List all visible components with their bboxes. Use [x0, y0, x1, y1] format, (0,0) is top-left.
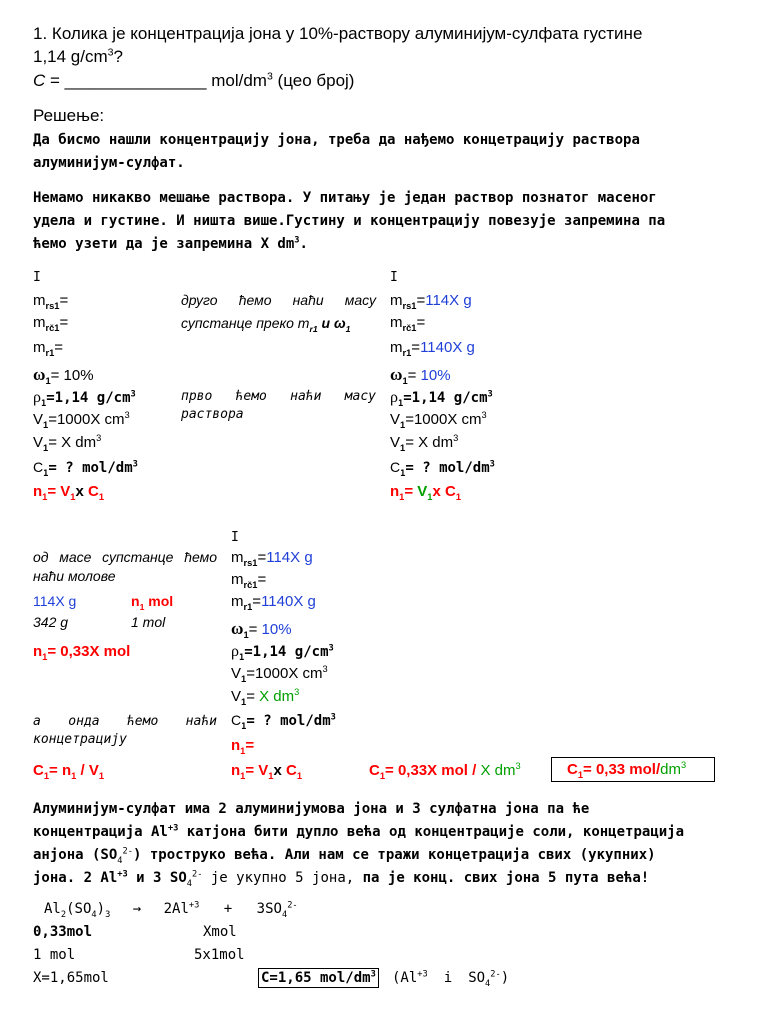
react-row1-b: Xmol — [203, 924, 237, 940]
p3-m-rs1: $m_{rs1}=114X$ g — [231, 549, 313, 568]
note-mass-substance-2: супстанце преко $m_{r1}$ и $\omega_1$ — [181, 315, 351, 334]
p3-m-r1: $m_{r1}=1140X$ g — [231, 593, 316, 612]
p2-c: $C_1=$ ? mol/$dm^3$ — [390, 459, 495, 479]
p1-m-rs1: $m_{rs1}=$ — [33, 292, 69, 311]
solution-para1-l2: алуминијум-сулфат. — [33, 155, 185, 171]
p1-n-eq: $n_1= V_1x$ $C_1$ — [33, 483, 104, 502]
solution-para2-l1: Немамо никакво мешање раствора. У питању је један раствор познатог масеног — [33, 190, 657, 206]
conc-formula: $C_1= n_1 / V_1$ — [33, 762, 104, 781]
p2-m-r1: $m_{r1}=1140X$ g — [390, 339, 475, 358]
solution-para1-l1: Да бисмо нашли концентрацију јона, треба да нађемо концетрацију раствора — [33, 132, 640, 148]
mol-result: $n_1= 0,33X$ mol — [33, 643, 131, 662]
p3-n-eq: $n_1= V_1x$ $C_1$ — [231, 762, 302, 781]
mol-row-2b: 1 mol — [131, 614, 166, 630]
para3-l4: јона. 2 $Al^{+3}$ и 3 $SO_4^{2-}$ је укупно 5 јона, па је конц. свих јона 5 пута већа! — [33, 869, 650, 889]
question-line-1 — [33, 24, 642, 44]
final-answer-box: C=1,65 mol/$dm^3$ — [258, 968, 379, 988]
p1-m-r1: $m_{r1}=$ — [33, 339, 64, 358]
p2-n-eq: $n_1= V_1x$ $C_1$ — [390, 483, 461, 502]
p1-c: $C_1=$ ? mol/$dm^3$ — [33, 459, 138, 479]
p3-v-cm: $V_1=1000X$ $cm^3$ — [231, 664, 328, 684]
p2-m-rc1: $m_{rč1}=$ — [390, 314, 426, 333]
para3-l3: анјона $(SO_4^{2-})$ троструко већа. Али нам се тражи концетрација свих (укупних) — [33, 846, 656, 866]
p2-m-rs1: $m_{rs1}=114X$ g — [390, 292, 472, 311]
p3-n-empty: $n_1=$ — [231, 737, 255, 756]
note-moles-2: наћи молове — [33, 568, 116, 584]
para3-l2: концентрација $Al^{+3}$ катјона бити дупло већа од концентрације соли, концетрација — [33, 823, 685, 840]
p2-v-cm: $V_1=1000X$ $cm^3$ — [390, 410, 487, 430]
react-row2-b: 5x1mol — [194, 947, 245, 963]
answer-line: C = _______________ mol/$dm^3$ (цео број) — [33, 70, 355, 90]
note-mass-substance-1: друго ћемо наћи масу — [181, 292, 376, 308]
reaction-equation: $Al_2(SO_4)_3 \to 2Al^{+3} + 3SO_4^{2-}$ — [44, 900, 298, 920]
question-text: Колика је концентрација јона у 10%-раствору алуминијум-сулфата густине — [51, 24, 643, 43]
p3-m-rc1: $m_{rč1}=$ — [231, 571, 267, 590]
mol-row-2a: 342 g — [33, 614, 69, 630]
p1-m-rc1: $m_{rč1}=$ — [33, 314, 69, 333]
answer-note: (цео број) — [272, 71, 355, 90]
p1-v-dm: $V_1= X$ $dm^3$ — [33, 433, 102, 453]
p1-omega: $\omega_1= 10\%$ — [33, 365, 94, 386]
question-line-2: 1,14 $g/cm^3$? — [33, 46, 123, 66]
p1-rho: $\rho_1=1,14$ $g/cm^3$ — [33, 389, 136, 409]
p3-v-dm: $V_1= X$ $dm^3$ — [231, 687, 300, 707]
p2-omega: $\omega_1= 10\%$ — [390, 365, 451, 386]
solution-para2-l2: удела и густине. И ништа више.Густину и концентрацију повезује запремина па — [33, 213, 666, 229]
note-mass-solution-2: раствора — [181, 407, 244, 422]
p3-c: $C_1=$ ? mol/$dm^3$ — [231, 712, 336, 732]
react-row1-a: 0,33mol — [33, 924, 93, 940]
answer-variable: C — [33, 71, 46, 90]
note-mass-solution-1: прво ћемо наћи масу — [181, 389, 376, 404]
answer-blank[interactable]: _______________ — [64, 71, 207, 90]
solution-title: Решење: — [33, 106, 105, 125]
mol-row-1a: 114X g — [33, 593, 77, 609]
p3-omega: $\omega_1= 10\%$ — [231, 619, 292, 640]
mol-row-1b: $n_1$ mol — [131, 593, 174, 612]
note-moles-1: од масе супстанце ћемо — [33, 549, 217, 565]
react-row3-a: X=1,65mol — [33, 970, 109, 986]
note-conc-1: а онда ћемо наћи — [33, 714, 217, 729]
p2-rho: $\rho_1=1,14$ $g/cm^3$ — [390, 389, 493, 409]
react-row2-a: 1 mol — [33, 947, 76, 963]
solution-para2-l3: ћемо узети да је запремина X $dm^3$. — [33, 235, 308, 252]
para3-l1: Алуминијум-сулфат има 2 алуминијумова јона и 3 сулфатна јона па ће — [33, 801, 590, 817]
p3-rho: $\rho_1=1,14$ $g/cm^3$ — [231, 643, 334, 663]
note-conc-2: концетрацију — [33, 732, 127, 747]
question-number: 1. — [33, 24, 48, 43]
conc-result-boxed: $C_1= 0,33$ mol/$dm^3$ — [551, 757, 715, 782]
final-ions-note: ($Al^{+3}$ i $SO_4^{2-}$) — [392, 969, 510, 989]
p2-v-dm: $V_1= X$ $dm^3$ — [390, 433, 459, 453]
p1-v-cm: $V_1=1000X$ $cm^3$ — [33, 410, 130, 430]
conc-result: $C_1= 0,33X$ mol / X $dm^3$ — [369, 761, 521, 781]
